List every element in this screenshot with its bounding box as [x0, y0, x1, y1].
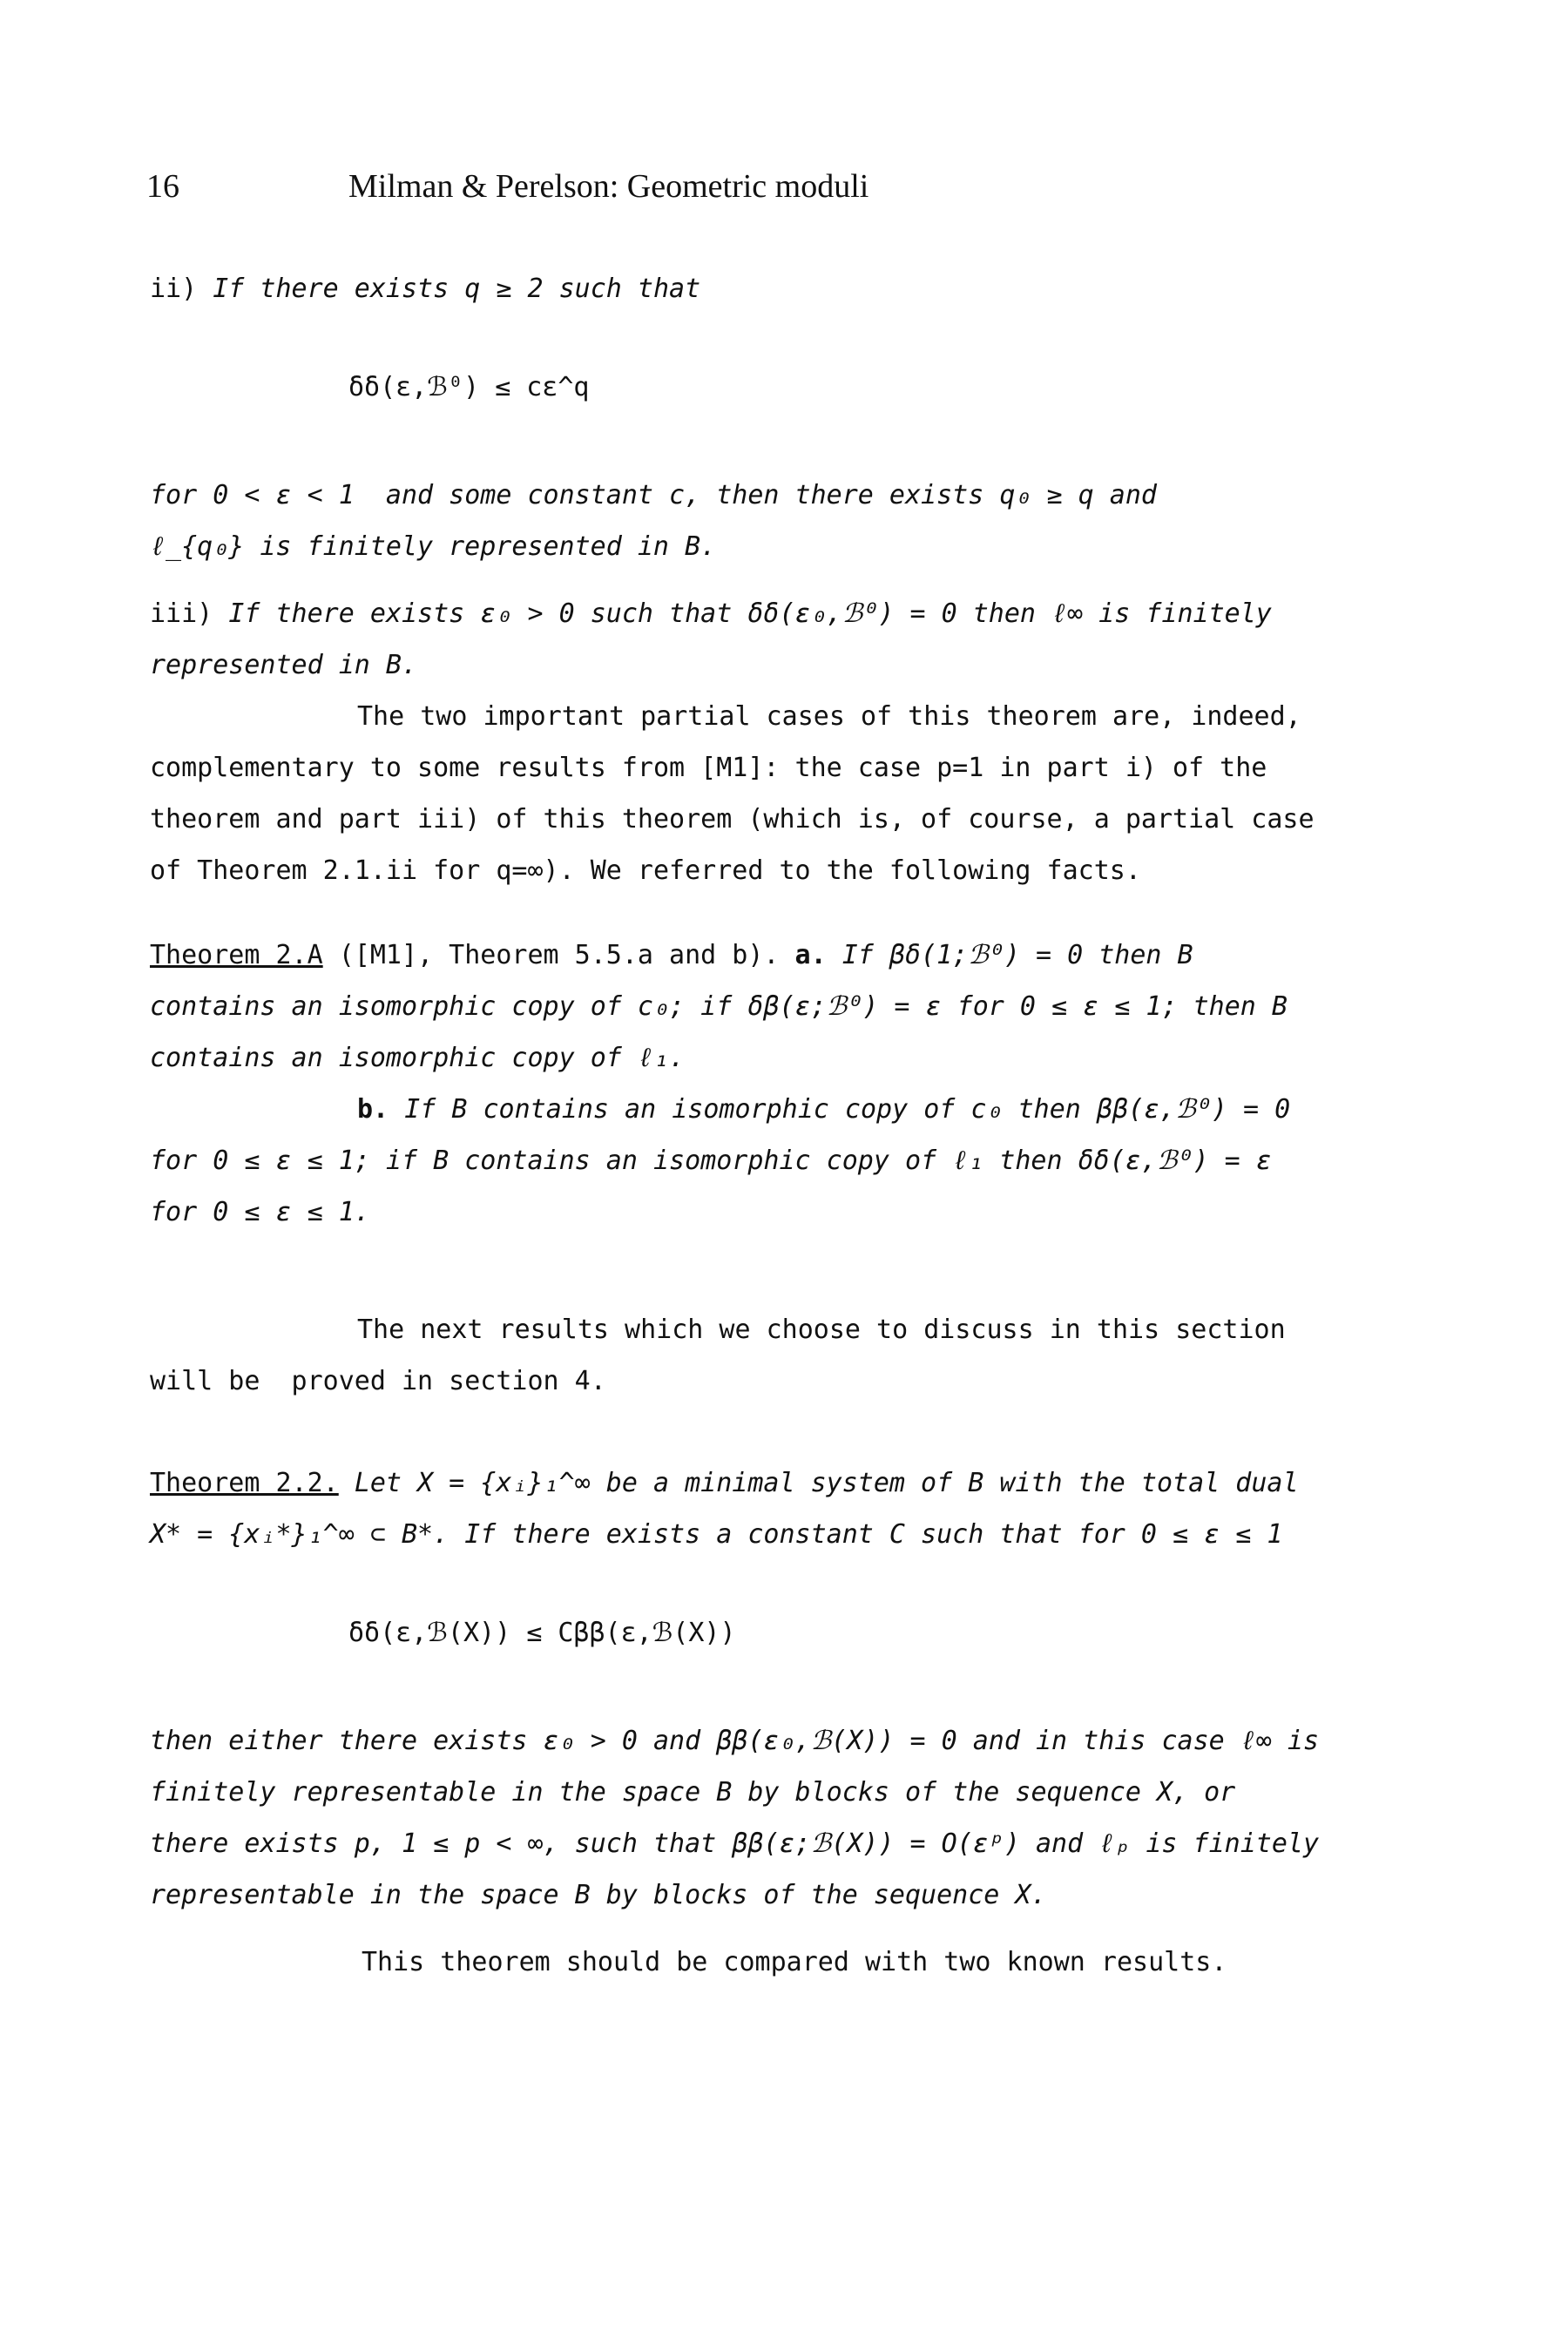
- theorem-2a-part-b-3: for 0 ≤ ε ≤ 1.: [150, 1197, 370, 1227]
- part-iii-label: iii): [150, 598, 213, 629]
- theorem-2a-part-a-1: If βδ(1;ℬ⁰) = 0 then B: [841, 940, 1193, 970]
- theorem-2-2-text-1: Let X = {xᵢ}₁^∞ be a minimal system of B with the total dual: [354, 1468, 1299, 1498]
- part-ii-formula: δδ(ε,ℬ⁰) ≤ cε^q: [348, 372, 590, 402]
- part-iii-line-2: represented in B.: [150, 650, 418, 680]
- theorem-2-2-conclusion-1: then either there exists ε₀ > 0 and ββ(ε₀,ℬ(X)) = 0 and in this case ℓ∞ is: [150, 1726, 1320, 1756]
- part-ii-intro-text: If there exists q ≥ 2 such that: [213, 274, 701, 304]
- closing-sentence: This theorem should be compared with two known results.: [362, 1947, 1227, 1977]
- theorem-2-2-conclusion-2: finitely representable in the space B by blocks of the sequence X, or: [150, 1777, 1236, 1808]
- part-ii-label: ii): [150, 274, 198, 304]
- theorem-2a-ref: ([M1], Theorem 5.5.a and b).: [338, 940, 780, 970]
- part-ii-condition-1: for 0 < ε < 1 and some constant c, then there exists q₀ ≥ q and: [150, 480, 1157, 510]
- part-ii-intro: [150, 272, 1413, 307]
- running-title: Milman & Perelson: Geometric moduli: [348, 168, 869, 205]
- paragraph-1-line-1: The two important partial cases of this theorem are, indeed,: [357, 701, 1301, 732]
- theorem-2a-part-a-2: contains an isomorphic copy of c₀; if δβ(ε;ℬ⁰) = ε for 0 ≤ ε ≤ 1; then B: [150, 991, 1288, 1022]
- part-ii-condition-2: ℓ_{q₀} is finitely represented in B.: [150, 531, 717, 562]
- theorem-2-2-conclusion-3: there exists p, 1 ≤ p < ∞, such that ββ(ε;ℬ(X)) = O(εᵖ) and ℓₚ is finitely: [150, 1828, 1320, 1859]
- theorem-2a-part-a-label: a.: [794, 940, 827, 970]
- theorem-2a-part-b-1: [357, 1092, 1568, 1127]
- theorem-2a-part-b-2: for 0 ≤ ε ≤ 1; if B contains an isomorphic copy of ℓ₁ then δδ(ε,ℬ⁰) = ε: [150, 1146, 1272, 1176]
- paragraph-1-line-3: theorem and part iii) of this theorem (which is, of course, a partial case: [150, 804, 1315, 835]
- page-header: [146, 167, 1418, 220]
- paragraph-2-line-2: will be proved in section 4.: [150, 1366, 606, 1396]
- theorem-2-2-conclusion-4: representable in the space B by blocks of the sequence X.: [150, 1880, 1047, 1910]
- theorem-2-2-formula: δδ(ε,ℬ(X)) ≤ Cββ(ε,ℬ(X)): [348, 1618, 736, 1648]
- page-number: 16: [146, 168, 179, 205]
- part-iii-line-1: [150, 597, 1413, 632]
- theorem-2-2-line-1: [150, 1466, 1413, 1501]
- paragraph-2-line-1: The next results which we choose to discuss in this section: [357, 1315, 1286, 1345]
- theorem-2a-part-b-text: If B contains an isomorphic copy of c₀ then ββ(ε,ℬ⁰) = 0: [404, 1094, 1291, 1125]
- theorem-2a-line-1: [150, 938, 1413, 973]
- theorem-2-2-label: Theorem 2.2.: [150, 1468, 339, 1498]
- theorem-2-2-line-2: X* = {xᵢ*}₁^∞ ⊂ B*. If there exists a constant C such that for 0 ≤ ε ≤ 1: [150, 1519, 1283, 1550]
- theorem-2a-part-a-3: contains an isomorphic copy of ℓ₁.: [150, 1043, 686, 1073]
- theorem-2a-part-b-label: b.: [357, 1094, 389, 1125]
- part-iii-text: If there exists ε₀ > 0 such that δδ(ε₀,ℬ⁰) = 0 then ℓ∞ is finitely: [228, 598, 1272, 629]
- paragraph-1-line-2: complementary to some results from [M1]: the case p=1 in part i) of the: [150, 753, 1267, 783]
- paragraph-1-line-4: of Theorem 2.1.ii for q=∞). We referred to the following facts.: [150, 855, 1141, 886]
- theorem-2a-label: Theorem 2.A: [150, 940, 323, 970]
